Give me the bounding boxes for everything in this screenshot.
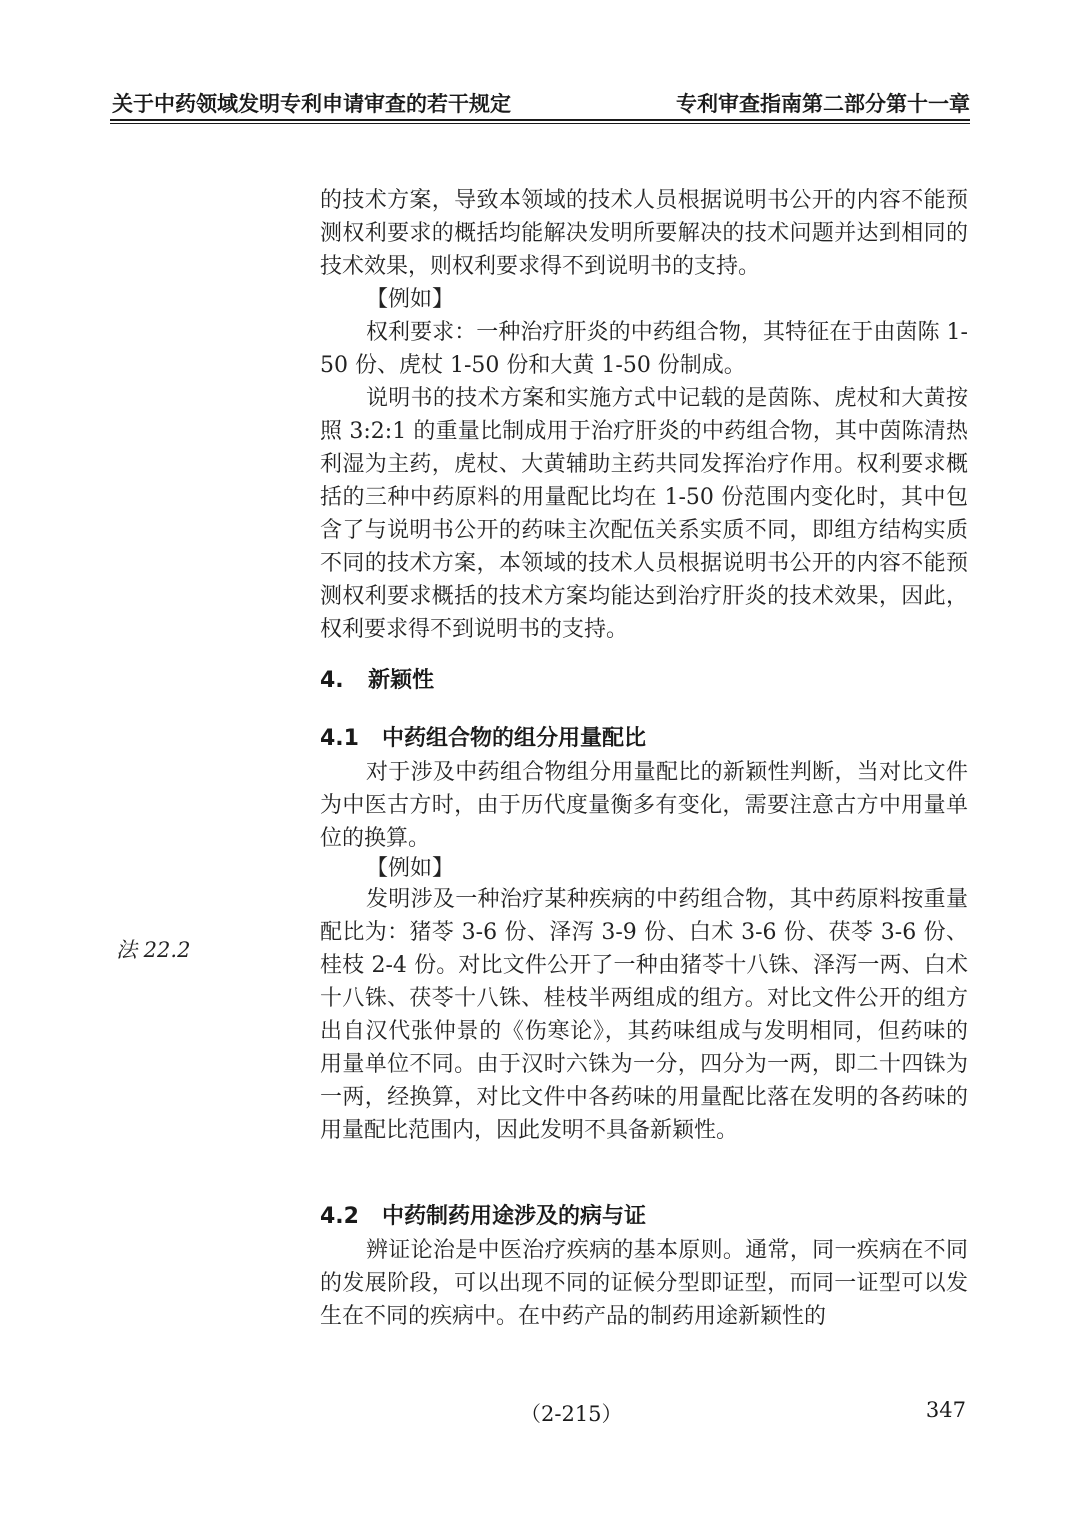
paragraph-4-2: 辨证论治是中医治疗疾病的基本原则。通常，同一疾病在不同的发展阶段，可以出现不同的证候分型即证型，而同一证型可以发生在不同的疾病中。在中药产品的制药用途新颖性的 — [320, 1238, 968, 1329]
section-heading-4 — [320, 664, 434, 697]
paragraph-4-1: 对于涉及中药组合物组分用量配比的新颖性判断，当对比文件为中医古方时，由于历代度量衡多有变化，需要注意古方中用量单位的换算。 — [320, 760, 968, 851]
example-label: 【例如】 — [366, 287, 455, 312]
footer-section-code: （2-215） — [520, 1402, 623, 1426]
section-number: 4.2 — [320, 1204, 359, 1229]
header-rule-thick — [110, 119, 970, 121]
section-heading-4-1 — [320, 722, 646, 755]
margin-law-reference: 法 22.2 — [116, 938, 191, 962]
section-title: 中药组合物的组分用量配比 — [382, 726, 647, 751]
paragraph-example-4-1: 发明涉及一种治疗某种疾病的中药组合物，其中药原料按重量配比为：猪苓 3-6 份、泽泻 3-9 份、白术 3-6 份、茯苓 3-6 份、桂枝 2-4 份。对比文件公开了一种由猪苓十八铢、泽泻一两、白术十八铢、茯苓十八铢、桂枝半两组成的组方。对比文件公开的组方出自汉代张仲景的《伤寒论》，其药味组成与发明相同，但药味的用量单位不同。由于汉时六铢为一分，四分为一两，即二十四铢为一两，经换算，对比文件中各药味的用量配比落在发明的各药味的用量配比范围内，因此发明不具备新颖性。 — [320, 887, 968, 1143]
example-label: 【例如】 — [366, 856, 455, 881]
paragraph-continuation: 的技术方案，导致本领域的技术人员根据说明书公开的内容不能预测权利要求的概括均能解决发明所要解决的技术问题并达到相同的技术效果，则权利要求得不到说明书的支持。 — [320, 188, 968, 279]
section-title: 中药制药用途涉及的病与证 — [382, 1204, 647, 1229]
running-header-right: 专利审查指南第二部分第十一章 — [676, 92, 970, 116]
section-heading-4-2 — [320, 1200, 646, 1233]
running-header-left: 关于中药领域发明专利申请审查的若干规定 — [112, 92, 511, 116]
section-number: 4. — [320, 668, 344, 693]
header-rule-thin — [110, 123, 970, 124]
section-title: 新颖性 — [368, 668, 435, 693]
section-number: 4.1 — [320, 726, 359, 751]
paragraph-claim: 权利要求：一种治疗肝炎的中药组合物，其特征在于由茵陈 1-50 份、虎杖 1-50 份和大黄 1-50 份制成。 — [320, 320, 968, 378]
footer-page-number: 347 — [925, 1398, 966, 1422]
paragraph-explanation: 说明书的技术方案和实施方式中记载的是茵陈、虎杖和大黄按照 3:2:1 的重量比制成用于治疗肝炎的中药组合物，其中茵陈清热利湿为主药，虎杖、大黄辅助主药共同发挥治疗作用。权利要求概括的三种中药原料的用量配比均在 1-50 份范围内变化时，其中包含了与说明书公开的药味主次配伍关系实质不同，即组方结构实质不同的技术方案，本领域的技术人员根据说明书公开的内容不能预测权利要求概括的技术方案均能达到治疗肝炎的技术效果，因此，权利要求得不到说明书的支持。 — [320, 386, 968, 642]
